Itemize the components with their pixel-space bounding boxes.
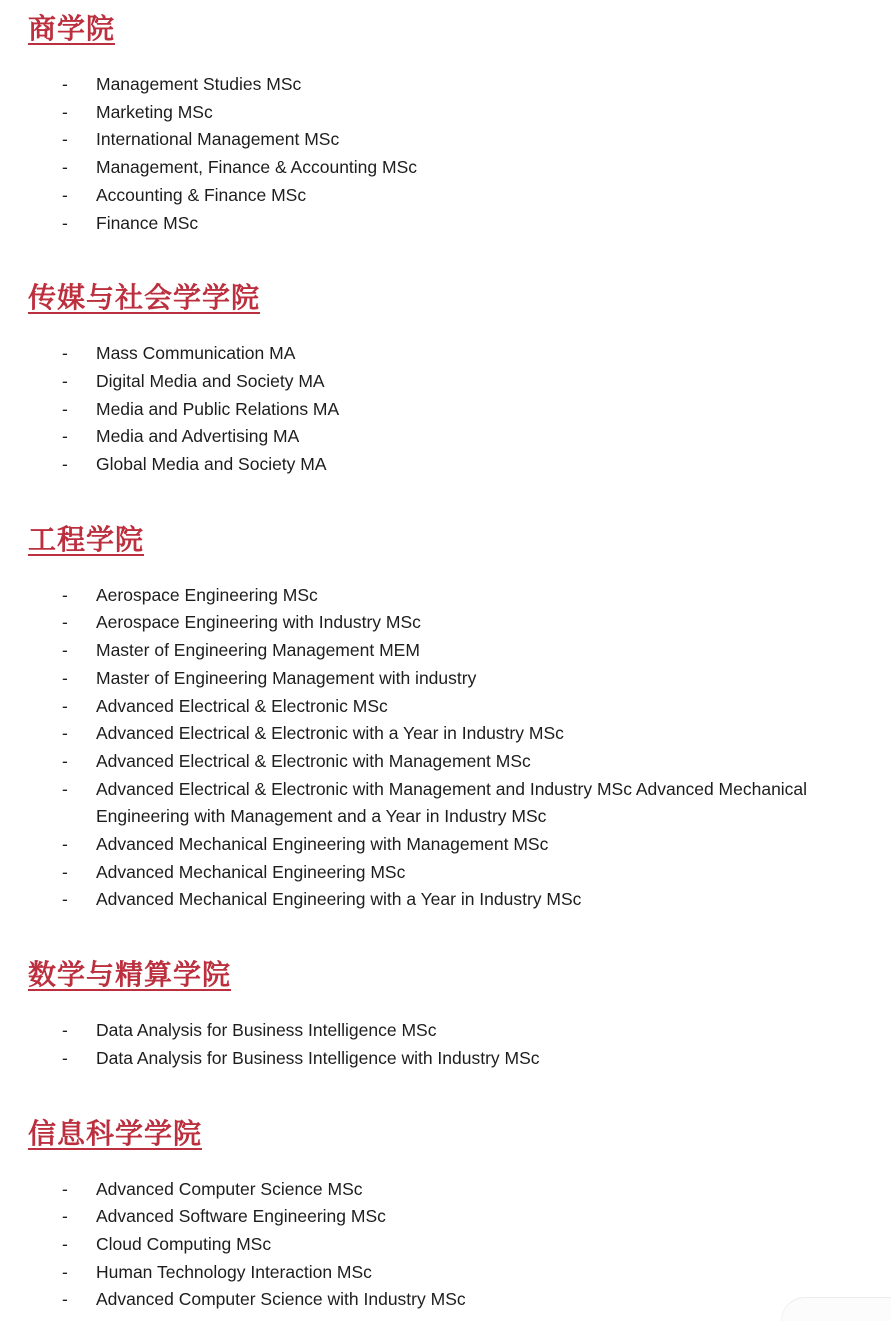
program-name: Advanced Electrical & Electronic with Management MSc (96, 750, 531, 771)
list-item (62, 582, 818, 610)
dash-marker: - (62, 1289, 68, 1310)
program-name: Advanced Computer Science with Industry MSc (96, 1289, 466, 1310)
list-item (62, 1045, 818, 1073)
program-name: Management Studies MSc (96, 74, 302, 94)
list-item (62, 693, 818, 721)
dash-marker: - (62, 778, 68, 799)
list-item (62, 210, 818, 238)
corner-overlay (781, 1297, 891, 1321)
program-name: Digital Media and Society MA (96, 370, 325, 391)
program-list (28, 582, 818, 914)
list-item (62, 1286, 818, 1314)
list-item (62, 1231, 818, 1259)
program-name: Cloud Computing MSc (96, 1233, 272, 1254)
dash-marker: - (62, 640, 68, 661)
program-name: Master of Engineering Management MEM (96, 640, 420, 661)
dash-marker: - (62, 889, 68, 910)
dash-marker: - (62, 74, 68, 94)
dash-marker: - (62, 343, 68, 364)
program-list (28, 340, 818, 479)
list-item (62, 776, 818, 831)
school-section (28, 12, 861, 237)
program-name: Mass Communication MA (96, 343, 296, 364)
dash-marker: - (62, 612, 68, 633)
school-heading: 工程学院 (28, 523, 145, 555)
list-item (62, 665, 818, 693)
program-name: Advanced Mechanical Engineering MSc (96, 861, 406, 882)
program-list (28, 71, 818, 237)
program-list (28, 1176, 818, 1315)
list-item (62, 1203, 818, 1231)
dash-marker: - (62, 157, 68, 178)
program-name: Master of Engineering Management with industry (96, 667, 477, 688)
dash-marker: - (62, 454, 68, 475)
dash-marker: - (62, 184, 68, 205)
list-item (62, 886, 818, 914)
program-name: Marketing MSc (96, 101, 213, 122)
list-item (62, 748, 818, 776)
list-item (62, 1259, 818, 1287)
program-name: Accounting & Finance MSc (96, 184, 307, 205)
program-name: Advanced Electrical & Electronic with Management and Industry MSc Advanced Mechanical Engineering with Management and a Year in Industry MSc (96, 778, 808, 827)
program-name: Advanced Computer Science MSc (96, 1178, 363, 1199)
list-item (62, 71, 818, 99)
program-name: Media and Public Relations MA (96, 398, 340, 419)
school-heading: 信息科学学院 (28, 1117, 203, 1149)
school-section (28, 1117, 861, 1315)
dash-marker: - (62, 584, 68, 605)
dash-marker: - (62, 723, 68, 744)
list-item (62, 831, 818, 859)
school-section (28, 958, 861, 1072)
list-item (62, 154, 818, 182)
dash-marker: - (62, 1047, 68, 1068)
program-name: Advanced Electrical & Electronic MSc (96, 695, 388, 716)
program-name: Finance MSc (96, 212, 199, 233)
dash-marker: - (62, 129, 68, 150)
sections (28, 12, 861, 1314)
dash-marker: - (62, 398, 68, 419)
list-item (62, 126, 818, 154)
program-name: Aerospace Engineering MSc (96, 584, 318, 605)
dash-marker: - (62, 750, 68, 771)
dash-marker: - (62, 1206, 68, 1227)
dash-marker: - (62, 1233, 68, 1254)
dash-marker: - (62, 212, 68, 233)
school-heading: 数学与精算学院 (28, 959, 232, 991)
list-item (62, 99, 818, 127)
list-item (62, 720, 818, 748)
program-name: Advanced Mechanical Engineering with a Year in Industry MSc (96, 889, 582, 910)
dash-marker: - (62, 667, 68, 688)
dash-marker: - (62, 861, 68, 882)
list-item (62, 340, 818, 368)
school-section (28, 523, 861, 914)
list-item (62, 451, 818, 479)
program-name: Management, Finance & Accounting MSc (96, 157, 418, 178)
dash-marker: - (62, 1020, 68, 1041)
program-name: International Management MSc (96, 129, 340, 150)
program-name: Data Analysis for Business Intelligence MSc (96, 1020, 437, 1041)
school-section (28, 281, 861, 479)
program-name: Global Media and Society MA (96, 454, 327, 475)
dash-marker: - (62, 1261, 68, 1282)
list-item (62, 182, 818, 210)
school-heading: 商学院 (28, 13, 116, 44)
program-name: Data Analysis for Business Intelligence with Industry MSc (96, 1047, 540, 1068)
program-name: Aerospace Engineering with Industry MSc (96, 612, 421, 633)
list-item (62, 637, 818, 665)
dash-marker: - (62, 426, 68, 447)
program-list (28, 1017, 818, 1072)
school-heading: 传媒与社会学学院 (28, 282, 261, 314)
dash-marker: - (62, 370, 68, 391)
list-item (62, 1017, 818, 1045)
program-name: Human Technology Interaction MSc (96, 1261, 372, 1282)
list-item (62, 1176, 818, 1204)
dash-marker: - (62, 695, 68, 716)
dash-marker: - (62, 834, 68, 855)
list-item (62, 368, 818, 396)
list-item (62, 396, 818, 424)
program-name: Advanced Electrical & Electronic with a Year in Industry MSc (96, 723, 564, 744)
program-name: Advanced Mechanical Engineering with Management MSc (96, 834, 549, 855)
list-item (62, 859, 818, 887)
program-name: Media and Advertising MA (96, 426, 300, 447)
program-name: Advanced Software Engineering MSc (96, 1206, 386, 1227)
list-item (62, 423, 818, 451)
dash-marker: - (62, 101, 68, 122)
dash-marker: - (62, 1178, 68, 1199)
list-item (62, 609, 818, 637)
